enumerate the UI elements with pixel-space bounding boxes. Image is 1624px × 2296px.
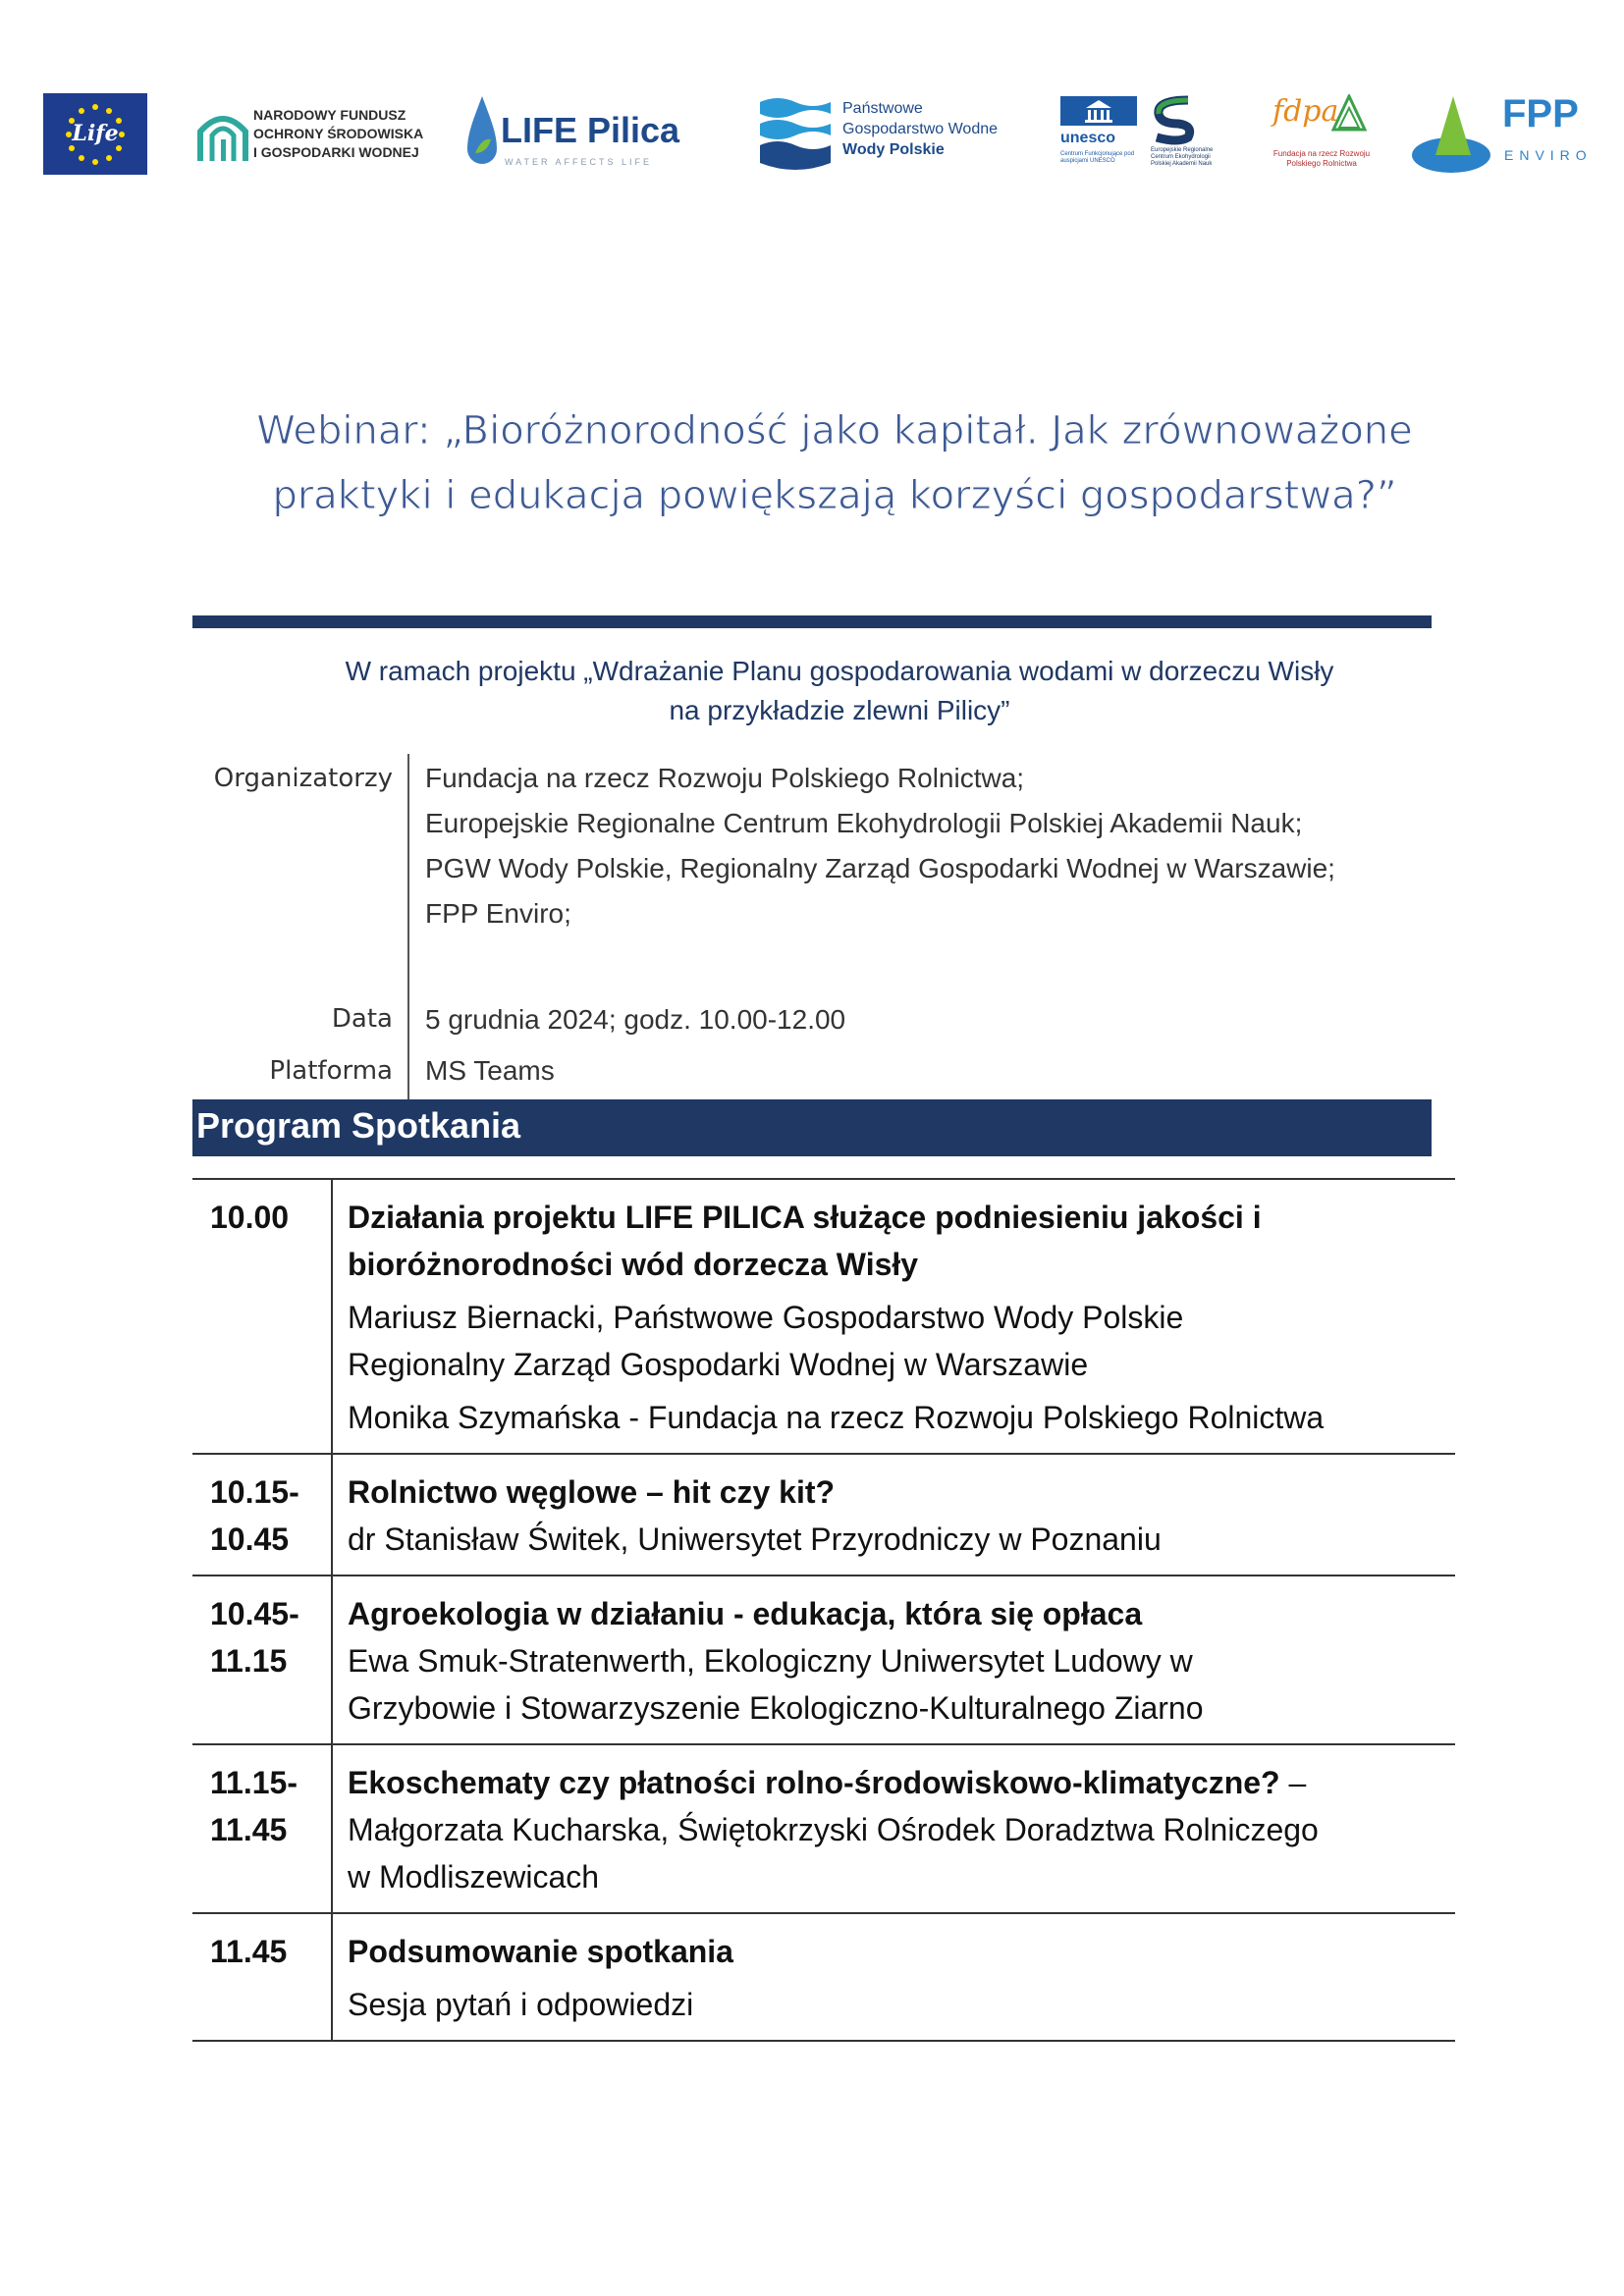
pgw-name bbox=[842, 98, 998, 160]
partner-logos bbox=[0, 0, 1624, 196]
agenda-content bbox=[348, 1576, 1455, 1743]
eu-life-logo bbox=[43, 93, 147, 175]
organizers-list bbox=[425, 756, 1335, 936]
organizer-item: Fundacja na rzecz Rozwoju Polskiego Rolnictwa; bbox=[425, 763, 1025, 793]
time-line: 10.45 bbox=[210, 1522, 290, 1557]
column-divider bbox=[331, 1914, 333, 2040]
agenda-speaker: Monika Szymańska - Fundacja na rzecz Rozwoju Polskiego Rolnictwa bbox=[348, 1400, 1325, 1435]
agenda-speaker: Mariusz Biernacki, Państwowe Gospodarstwo Wody Polskie bbox=[348, 1300, 1184, 1335]
project-subtitle bbox=[196, 652, 1483, 730]
agenda-topic-text: Ekoschematy czy płatności rolno-środowiskowo-klimatyczne? bbox=[348, 1765, 1280, 1800]
agenda-topic: bioróżnorodności wód dorzecza Wisły bbox=[348, 1247, 919, 1282]
pgw-waves-icon bbox=[758, 94, 833, 173]
subtitle-line: W ramach projektu „Wdrażanie Planu gospodarowania wodami w dorzeczu Wisły bbox=[345, 656, 1334, 686]
fpp-enviro-wordmark: ENVIRO bbox=[1504, 147, 1593, 163]
nfos-line: I GOSPODARKI WODNEJ bbox=[253, 144, 419, 160]
time-line: 11.15- bbox=[210, 1765, 298, 1800]
agenda-time bbox=[210, 1928, 318, 1975]
column-divider bbox=[331, 1745, 333, 1912]
organizer-item: FPP Enviro; bbox=[425, 898, 571, 929]
subtitle-line: na przykładzie zlewni Pilicy” bbox=[669, 695, 1010, 725]
life-wordmark: Life bbox=[72, 121, 119, 146]
time-line: 11.45 bbox=[210, 1934, 288, 1969]
platform-label: Platforma bbox=[269, 1056, 393, 1086]
title-divider bbox=[192, 615, 1432, 628]
water-drop-icon bbox=[465, 94, 499, 175]
life-pilica-tagline: WATER AFFECTS LIFE bbox=[505, 157, 653, 167]
tree-icon bbox=[1331, 94, 1367, 137]
time-line: 10.45- bbox=[210, 1596, 299, 1631]
pgw-line: Państwowe bbox=[842, 100, 923, 117]
date-label: Data bbox=[331, 1004, 393, 1034]
pgw-line: Gospodarstwo Wodne bbox=[842, 121, 999, 137]
agenda-topic-dash: – bbox=[1279, 1765, 1307, 1800]
agenda-row bbox=[192, 1453, 1455, 1575]
agenda-row bbox=[192, 1575, 1455, 1743]
agenda-row bbox=[192, 1178, 1455, 1453]
agenda-topic: Działania projektu LIFE PILICA służące podniesieniu jakości i bbox=[348, 1200, 1262, 1235]
date-value: 5 grudnia 2024; godz. 10.00-12.00 bbox=[425, 1004, 846, 1035]
ercep-name: Europejskie Regionalne Centrum Ekohydrologii Polskiej Akademii Nauk bbox=[1151, 147, 1214, 167]
agenda-topic: Agroekologia w działaniu - edukacja, która się opłaca bbox=[348, 1596, 1143, 1631]
unesco-wordmark: unesco bbox=[1060, 130, 1116, 146]
life-pilica-wordmark: LIFE Pilica bbox=[501, 110, 680, 150]
agenda-table bbox=[192, 1178, 1455, 2042]
ercep-s-icon bbox=[1149, 94, 1200, 145]
nfos-emblem-icon bbox=[196, 102, 249, 165]
temple-icon bbox=[1060, 96, 1137, 126]
agenda-content bbox=[348, 1745, 1455, 1912]
webinar-title bbox=[226, 399, 1443, 528]
column-divider bbox=[331, 1180, 333, 1453]
title-line: Webinar: „Bioróżnorodność jako kapitał. Jak zrównoważone bbox=[256, 408, 1413, 454]
agenda-content bbox=[348, 1914, 1455, 2040]
agenda-row bbox=[192, 1912, 1455, 2042]
column-divider bbox=[331, 1576, 333, 1743]
unesco-temple-icon bbox=[1060, 96, 1137, 126]
agenda-speaker: Małgorzata Kucharska, Świętokrzyski Ośrodek Doradztwa Rolniczego bbox=[348, 1812, 1319, 1847]
program-header-band bbox=[192, 1099, 1432, 1156]
time-line: 10.00 bbox=[210, 1200, 290, 1235]
agenda-speaker: Sesja pytań i odpowiedzi bbox=[348, 1987, 694, 2022]
fdpa-name: Fundacja na rzecz Rozwoju Polskiego Rolnictwa bbox=[1272, 149, 1371, 168]
agenda-speaker: Grzybowie i Stowarzyszenie Ekologiczno-Kulturalnego Ziarno bbox=[348, 1690, 1204, 1726]
agenda-time bbox=[210, 1759, 318, 1853]
fdpa-wordmark: fdpa bbox=[1272, 94, 1339, 129]
agenda-content bbox=[348, 1180, 1455, 1453]
agenda-time bbox=[210, 1468, 318, 1563]
unesco-note: Centrum Funkcjonujące pod auspicjami UNESCO bbox=[1060, 151, 1135, 164]
agenda-topic: Podsumowanie spotkania bbox=[348, 1934, 733, 1969]
column-divider bbox=[331, 1455, 333, 1575]
time-line: 11.45 bbox=[210, 1812, 288, 1847]
agenda-topic: Rolnictwo węglowe – hit czy kit? bbox=[348, 1474, 836, 1510]
organizer-item: Europejskie Regionalne Centrum Ekohydrologii Polskiej Akademii Nauk; bbox=[425, 808, 1303, 838]
agenda-speaker: w Modliszewicach bbox=[348, 1859, 600, 1895]
agenda-time bbox=[210, 1194, 318, 1241]
organizer-item: PGW Wody Polskie, Regionalny Zarząd Gospodarki Wodnej w Warszawie; bbox=[425, 853, 1335, 883]
pgw-line: Wody Polskie bbox=[842, 141, 945, 158]
agenda-speaker: dr Stanisław Świtek, Uniwersytet Przyrodniczy w Poznaniu bbox=[348, 1522, 1162, 1557]
title-line: praktyki i edukacja powiększają korzyści gospodarstwa?” bbox=[272, 473, 1397, 518]
fpp-wordmark: FPP bbox=[1502, 92, 1579, 135]
agenda-content bbox=[348, 1455, 1455, 1575]
platform-value: MS Teams bbox=[425, 1055, 555, 1086]
program-heading: Program Spotkania bbox=[196, 1105, 521, 1146]
fpp-mountain-icon bbox=[1410, 94, 1500, 177]
nfos-line: NARODOWY FUNDUSZ bbox=[253, 107, 406, 123]
agenda-row bbox=[192, 1743, 1455, 1912]
time-line: 10.15- bbox=[210, 1474, 299, 1510]
agenda-topic bbox=[348, 1759, 1447, 1806]
nfos-name bbox=[253, 106, 423, 162]
agenda-speaker: Regionalny Zarząd Gospodarki Wodnej w Warszawie bbox=[348, 1347, 1089, 1382]
organizers-label: Organizatorzy bbox=[213, 764, 393, 793]
nfos-line: OCHRONY ŚRODOWISKA bbox=[253, 126, 424, 141]
agenda-speaker: Ewa Smuk-Stratenwerth, Ekologiczny Uniwersytet Ludowy w bbox=[348, 1643, 1193, 1679]
info-divider bbox=[407, 754, 409, 1099]
agenda-time bbox=[210, 1590, 318, 1684]
time-line: 11.15 bbox=[210, 1643, 288, 1679]
